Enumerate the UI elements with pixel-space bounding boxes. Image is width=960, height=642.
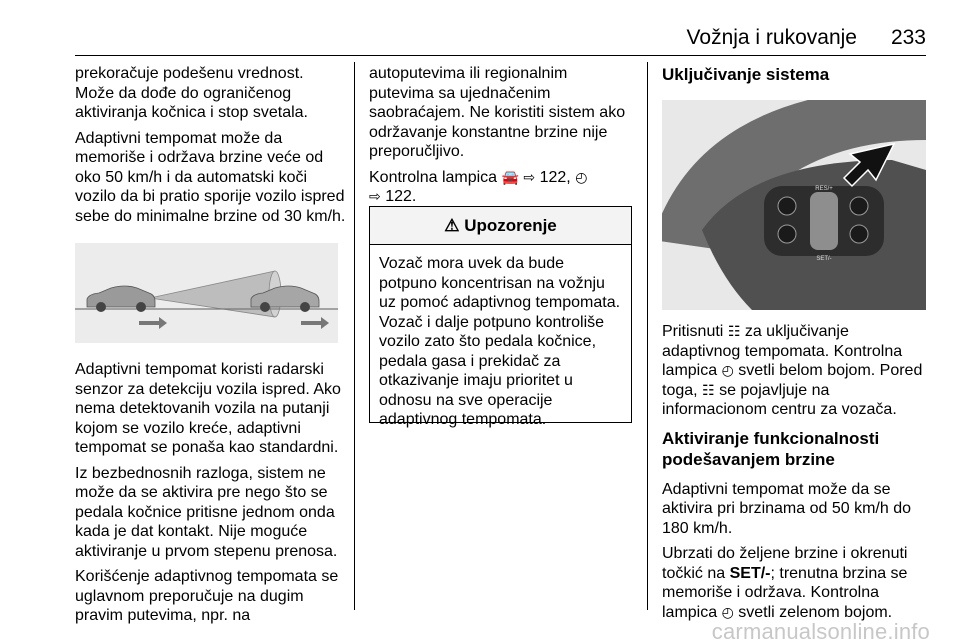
cruise-button[interactable]: [778, 197, 796, 215]
warning-title: Upozorenje: [464, 216, 557, 235]
own-car-icon: [87, 286, 155, 312]
paragraph: Adaptivni tempomat može da se aktivira pri brzinama od 50 km/h do 180 km/h.: [662, 480, 911, 537]
column-right-lower: [662, 322, 926, 628]
column-left-lower: [75, 360, 346, 632]
page-reference-icon: ⇨: [369, 188, 381, 204]
column-left: [75, 64, 346, 232]
cruise-control-icon: ◴: [721, 362, 734, 378]
paragraph: Adaptivni tempomat može da memoriše i održava brzine veće od oko 50 km/h i da automatski koči vozilo da bi pratio sporije vozilo ispred sebe do minimalne brzine od 30 km/h.: [75, 129, 346, 225]
set-label: SET/-: [816, 256, 832, 262]
cruise-control-icon: ◴: [721, 603, 734, 620]
direction-arrow-icon: [139, 317, 167, 329]
paragraph: [369, 168, 632, 207]
warning-header: [370, 207, 631, 245]
warning-box: [369, 206, 632, 428]
radar-beam: [150, 271, 275, 317]
paragraph: Iz bezbednosnih razloga, sistem ne može da se aktivira pre nego što se pedala kočnice pritisne jednom onda kada je dat kontakt. Nije moguće aktiviranje u prvom stepenu prenosa.: [75, 464, 338, 560]
page-reference[interactable]: 122,: [539, 168, 571, 186]
column-right: [662, 64, 926, 85]
page-header: [0, 0, 960, 58]
warning-text: Vozač mora uvek da bude potpuno koncentrisan na vožnju uz pomoć adaptivnog tempomata. Vozač i dalje potpuno kontroliše vozilo zato što pedala kočnice, pedala gasa i prekidač za otkazivanje imaju prioritet u odnosu na sve operacije adaptivnog tempomata.: [379, 255, 621, 428]
page-title: Vožnja i rukovanje: [686, 26, 857, 49]
car-icon: 🚘: [501, 168, 519, 185]
section-heading: Uključivanje sistema: [662, 65, 830, 84]
column-divider: [647, 62, 648, 610]
acc-button[interactable]: [850, 197, 868, 215]
steering-wheel-illustration: [662, 100, 926, 310]
paragraph: Pritisnuti ☷ za uključivanje adaptivnog tempomata. Kontrolna lampica ◴ svetli belom bojom. Pored toga, ☷ se pojavljuje na informacionom centru za vozača.: [662, 323, 923, 418]
gap-button[interactable]: [850, 225, 868, 243]
thumbwheel[interactable]: [810, 192, 838, 250]
cancel-button[interactable]: [778, 225, 796, 243]
header-rule: [75, 55, 926, 56]
res-label: RES/+: [815, 186, 833, 192]
radar-illustration: [75, 243, 338, 343]
column-middle: [369, 64, 632, 213]
adaptive-cruise-icon: ☷: [702, 381, 715, 398]
steering-wheel-diagram: [662, 100, 926, 310]
cruise-control-icon: ◴: [575, 168, 588, 185]
page-reference-icon: ⇨: [523, 168, 536, 185]
direction-arrow-icon: [301, 317, 329, 329]
watermark: carmanualsonline.info: [711, 619, 930, 642]
page-reference[interactable]: 122.: [385, 188, 417, 205]
paragraph: Adaptivni tempomat koristi radarski senzor za detekciju vozila ispred. Ako nema detektovanih vozila na putanji kojom se vozilo kreće, adaptivni tempomat se ponaša kao standardni.: [75, 361, 341, 456]
paragraph: Ubrzati do željene brzine i okrenuti točkić na SET/-; trenutna brzina se memoriše i održava. Kontrolna lampica ◴ svetli zelenom bojom.: [662, 545, 908, 621]
set-control-label: SET/-: [729, 564, 771, 582]
section-heading: Aktiviranje funkcionalnosti podešavanjem brzine: [662, 428, 880, 469]
paragraph: prekoračuje podešenu vrednost. Može da dođe do ograničenog aktiviranja kočnica i stop svetala.: [75, 65, 308, 121]
page-number: 233: [890, 26, 926, 49]
paragraph: autoputevima ili regionalnim putevima sa ujednačenim saobraćajem. Ne koristiti sistem ako održavanje konstantne brzine nije preporučljivo.: [369, 65, 626, 160]
warning-triangle-icon: ⚠: [444, 216, 460, 235]
adaptive-cruise-icon: ☷: [727, 323, 741, 339]
radar-diagram: [75, 243, 338, 343]
indicator-text: Kontrolna lampica: [369, 168, 498, 186]
paragraph: Korišćenje adaptivnog tempomata se uglavnom preporučuje na dugim pravim putevima, npr. na: [75, 568, 339, 624]
column-divider: [354, 62, 355, 610]
